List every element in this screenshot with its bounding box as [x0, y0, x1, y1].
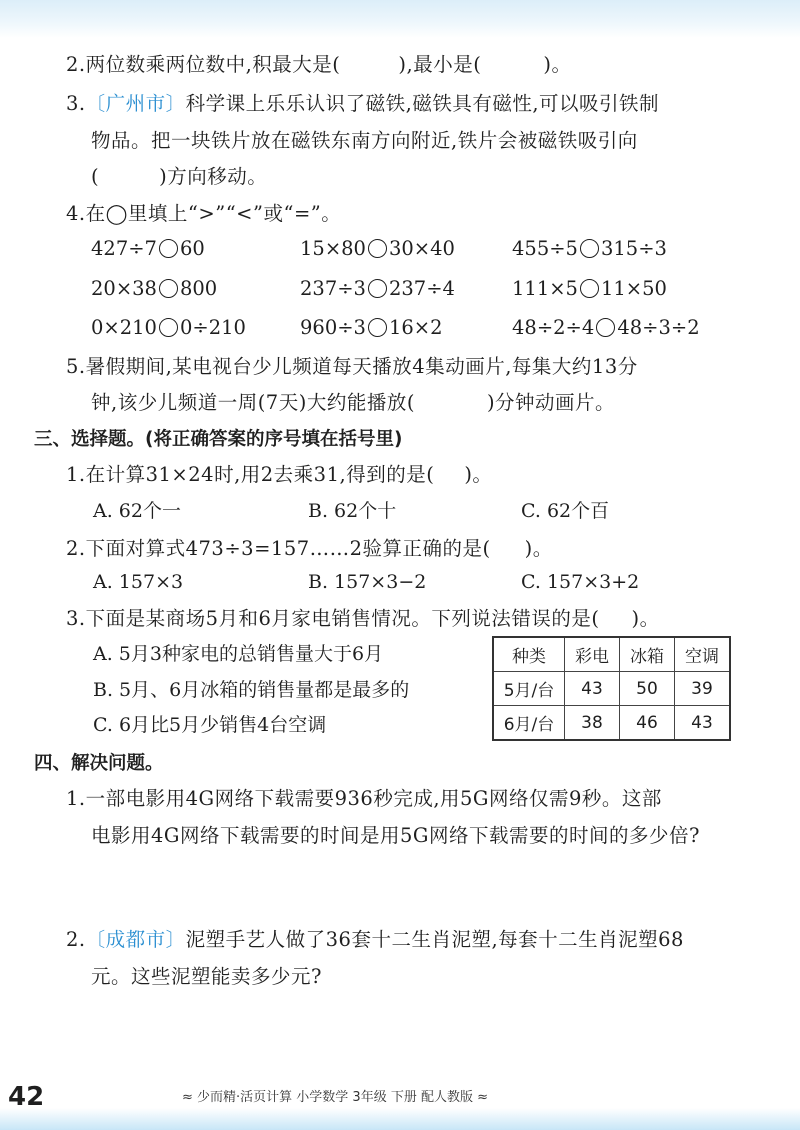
- table-header: 种类: [493, 637, 565, 672]
- compare-item: 0×210 0÷210: [91, 316, 246, 339]
- table-header: 空调: [675, 637, 731, 672]
- choice-1-option-b[interactable]: B. 62个十: [308, 500, 397, 522]
- problem-1-line1: 1.一部电影用4G网络下载需要936秒完成,用5G网络仅需9秒。这部: [66, 787, 662, 810]
- problem-2-line1: 2.〔成都市〕泥塑手艺人做了36套十二生肖泥塑,每套十二生肖泥塑68: [66, 928, 684, 951]
- choice-3-option-a[interactable]: A. 5月3种家电的总销售量大于6月: [93, 643, 384, 665]
- choice-2-option-b[interactable]: B. 157×3−2: [308, 571, 427, 593]
- table-row: [493, 672, 730, 706]
- question-5-line1: 5.暑假期间,某电视台少儿频道每天播放4集动画片,每集大约13分: [66, 355, 638, 378]
- choice-3-option-c[interactable]: C. 6月比5月少销售4台空调: [93, 714, 327, 736]
- question-4: 4.在◯里填上“>”“<”或“=”。: [66, 202, 342, 225]
- question-2: 2.两位数乘两位数中,积最大是( ),最小是( )。: [66, 53, 572, 76]
- page-footer: [0, 1078, 800, 1130]
- footer-wave: [0, 1108, 800, 1130]
- table-cell: 38: [565, 706, 620, 741]
- table-cell: 43: [675, 706, 731, 741]
- question-3-line3: ( )方向移动。: [91, 165, 268, 188]
- blank-circle[interactable]: [580, 239, 599, 258]
- compare-item: 48÷2÷4 48÷3÷2: [512, 316, 700, 339]
- section-3-heading: 三、选择题。(将正确答案的序号填在括号里): [34, 429, 403, 450]
- compare-item: 20×38 800: [91, 277, 218, 300]
- choice-1-option-a[interactable]: A. 62个一: [93, 500, 181, 522]
- table-cell: 6月/台: [493, 706, 565, 741]
- footer-text: ≈ 少而精·活页计算 小学数学 3年级 下册 配人教版 ≈: [182, 1090, 488, 1105]
- table-cell: 46: [620, 706, 675, 741]
- blank-circle[interactable]: [580, 279, 599, 298]
- region-tag: 〔成都市〕: [85, 928, 186, 951]
- choice-3-option-b[interactable]: B. 5月、6月冰箱的销售量都是最多的: [93, 679, 410, 701]
- table-header: 彩电: [565, 637, 620, 672]
- compare-item: 960÷3 16×2: [300, 316, 443, 339]
- table-cell: 39: [675, 672, 731, 706]
- question-5-line2: 钟,该少儿频道一周(7天)大约能播放( )分钟动画片。: [91, 391, 616, 414]
- problem-2-line2: 元。这些泥塑能卖多少元?: [91, 965, 322, 988]
- compare-item: 111×5 11×50: [512, 277, 667, 300]
- blank-circle[interactable]: [368, 279, 387, 298]
- problem-1-line2: 电影用4G网络下载需要的时间是用5G网络下载需要的时间的多少倍?: [91, 824, 700, 847]
- blank-circle[interactable]: [159, 318, 178, 337]
- compare-item: 15×80 30×40: [300, 237, 455, 260]
- blank-circle[interactable]: [159, 279, 178, 298]
- table-header-row: [493, 637, 730, 672]
- page-number: 42: [8, 1082, 45, 1112]
- blank-circle[interactable]: [596, 318, 615, 337]
- section-4-heading: 四、解决问题。: [34, 753, 164, 774]
- region-tag: 〔广州市〕: [85, 92, 186, 115]
- question-3-line2: 物品。把一块铁片放在磁铁东南方向附近,铁片会被磁铁吸引向: [91, 129, 638, 152]
- blank-circle[interactable]: [368, 239, 387, 258]
- choice-1: 1.在计算31×24时,用2去乘31,得到的是( )。: [66, 463, 493, 486]
- top-band: [0, 0, 800, 38]
- blank-circle[interactable]: [368, 318, 387, 337]
- table-cell: 5月/台: [493, 672, 565, 706]
- table-row: [493, 706, 730, 741]
- choice-3: 3.下面是某商场5月和6月家电销售情况。下列说法错误的是( )。: [66, 607, 660, 630]
- table-header: 冰箱: [620, 637, 675, 672]
- table-cell: 43: [565, 672, 620, 706]
- compare-item: 427÷7 60: [91, 237, 205, 260]
- table-cell: 50: [620, 672, 675, 706]
- compare-item: 237÷3 237÷4: [300, 277, 455, 300]
- question-3-line1: 3.〔广州市〕科学课上乐乐认识了磁铁,磁铁具有磁性,可以吸引铁制: [66, 92, 660, 115]
- choice-1-option-c[interactable]: C. 62个百: [521, 500, 610, 522]
- compare-item: 455÷5 315÷3: [512, 237, 667, 260]
- sales-table: [492, 636, 731, 741]
- choice-2: 2.下面对算式473÷3=157……2验算正确的是( )。: [66, 537, 553, 560]
- choice-2-option-a[interactable]: A. 157×3: [93, 571, 184, 593]
- blank-circle[interactable]: [159, 239, 178, 258]
- choice-2-option-c[interactable]: C. 157×3+2: [521, 571, 640, 593]
